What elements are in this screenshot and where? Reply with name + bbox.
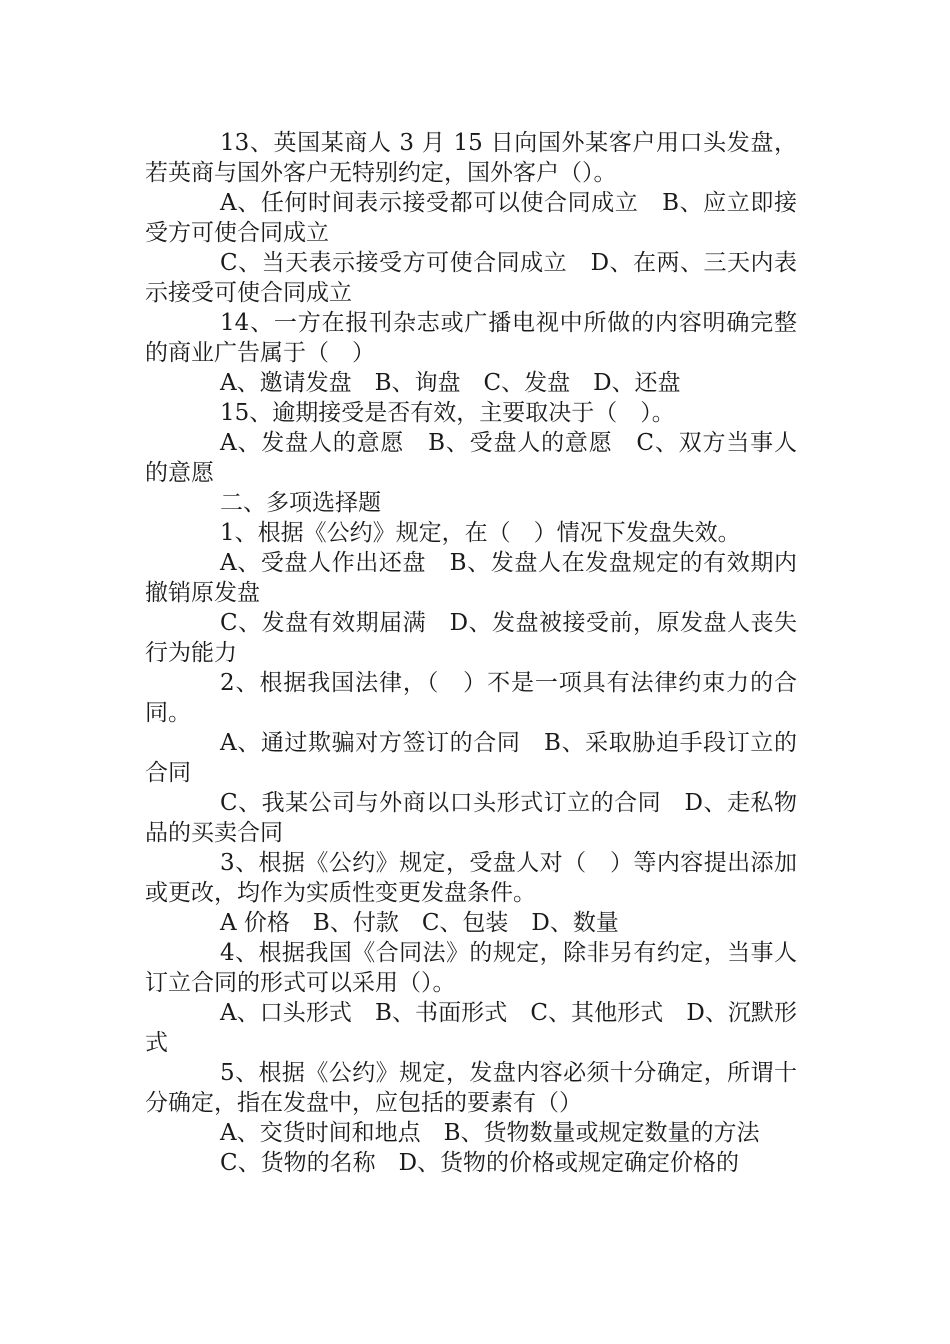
mc-question-2: 2、根据我国法律，（ ）不是一项具有法律约束力的合同。 [145,670,797,726]
question-14: 14、一方在报刊杂志或广播电视中所做的内容明确完整的商业广告属于（ ） [145,310,797,366]
question-13-options-cd: C、当天表示接受方可使合同成立 D、在两、三天内表示接受可使合同成立 [145,250,797,306]
section-heading-multiple-choice: 二、多项选择题 [220,490,381,516]
mc-question-1: 1、根据《公约》规定，在（ ）情况下发盘失效。 [220,520,741,546]
mc-question-1-options-cd: C、发盘有效期届满 D、发盘被接受前，原发盘人丧失行为能力 [145,610,797,666]
mc-question-2-options-cd: C、我某公司与外商以口头形式订立的合同 D、走私物品的买卖合同 [145,790,797,846]
mc-question-5-options-ab: A、交货时间和地点 B、货物数量或规定数量的方法 [220,1120,760,1146]
question-15-options: A、发盘人的意愿 B、受盘人的意愿 C、双方当事人的意愿 [145,430,797,486]
mc-question-4: 4、根据我国《合同法》的规定，除非另有约定，当事人订立合同的形式可以采用（）。 [145,940,797,996]
question-15: 15、逾期接受是否有效，主要取决于（ ）。 [220,400,675,426]
mc-question-5-options-cd: C、货物的名称 D、货物的价格或规定确定价格的 [220,1150,740,1176]
question-13: 13、英国某商人 3 月 15 日向国外某客户用口头发盘，若英商与国外客户无特别约定，国外客户（）。 [145,130,797,186]
question-13-options-ab: A、任何时间表示接受都可以使合同成立 B、应立即接受方可使合同成立 [145,190,797,246]
mc-question-5: 5、根据《公约》规定，发盘内容必须十分确定，所谓十分确定，指在发盘中，应包括的要素有（） [145,1060,797,1116]
document-page [145,128,797,1178]
question-14-options: A、邀请发盘 B、询盘 C、发盘 D、还盘 [220,370,681,396]
mc-question-3: 3、根据《公约》规定，受盘人对（ ）等内容提出添加或更改，均作为实质性变更发盘条件。 [145,850,797,906]
mc-question-4-options: A、口头形式 B、书面形式 C、其他形式 D、沉默形式 [145,1000,797,1056]
mc-question-1-options-ab: A、受盘人作出还盘 B、发盘人在发盘规定的有效期内撤销原发盘 [145,550,797,606]
mc-question-2-options-ab: A、通过欺骗对方签订的合同 B、采取胁迫手段订立的合同 [145,730,797,786]
mc-question-3-options: A 价格 B、付款 C、包装 D、数量 [220,910,619,936]
